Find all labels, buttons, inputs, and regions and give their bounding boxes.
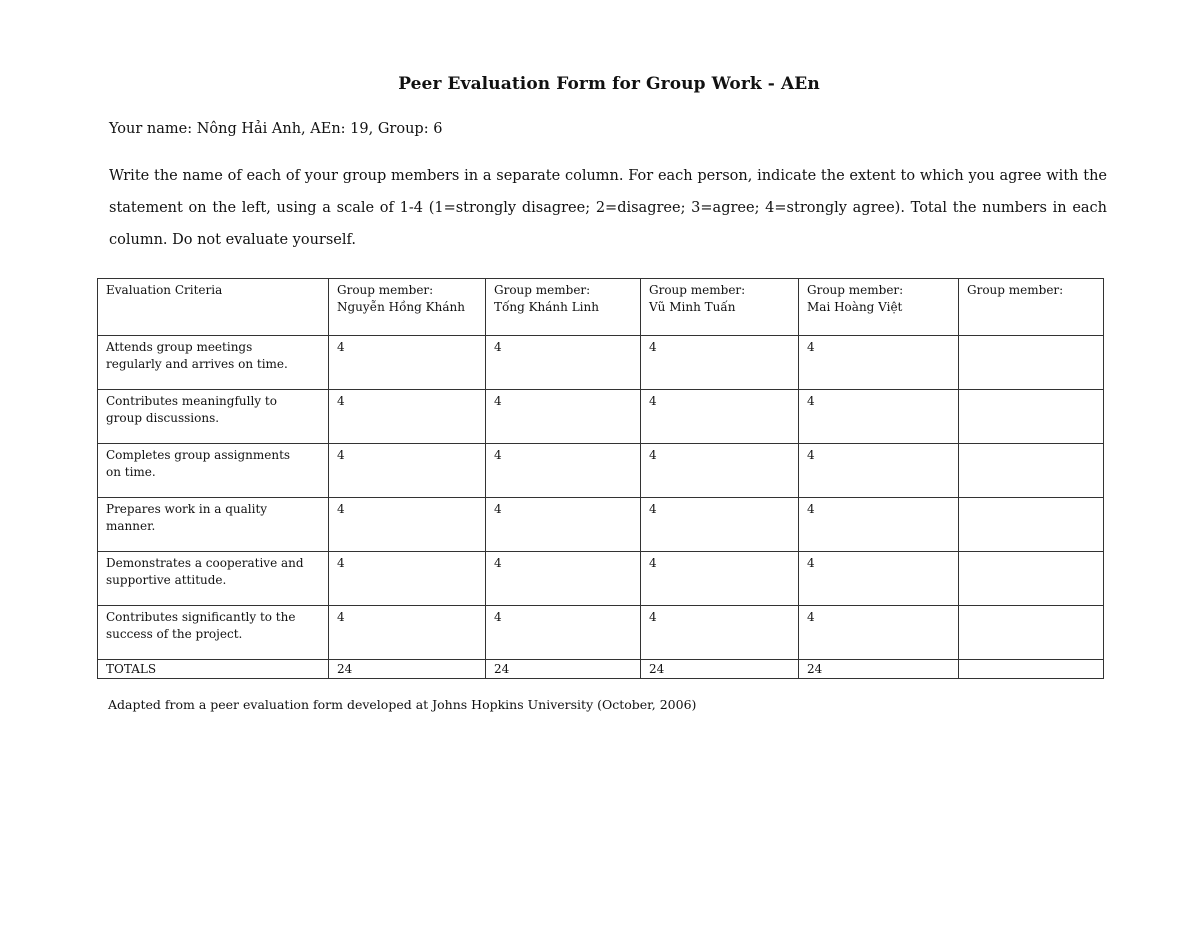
score-cell: 4 (486, 498, 641, 552)
criteria-text: Attends group meetings (106, 340, 253, 354)
total-cell: 24 (329, 660, 486, 679)
criteria-text: Contributes significantly to the (106, 610, 296, 624)
criteria-text: Prepares work in a quality (106, 502, 268, 516)
member-header-cell (486, 279, 641, 336)
criteria-header: Evaluation Criteria (106, 283, 223, 297)
score-cell: 4 (329, 606, 486, 660)
member-label: Group member: (494, 283, 591, 297)
member-label: Group member: (649, 283, 746, 297)
criteria-row (98, 390, 1104, 444)
totals-label: TOTALS (98, 660, 329, 679)
criteria-cell (98, 498, 329, 552)
totals-row (98, 660, 1104, 679)
score-cell (959, 390, 1104, 444)
member-name: Nguyễn Hồng Khánh (337, 300, 465, 314)
criteria-text: success of the project. (106, 627, 243, 641)
score-cell: 4 (329, 498, 486, 552)
score-cell: 4 (329, 552, 486, 606)
member-header-cell (959, 279, 1104, 336)
member-name: Tống Khánh Linh (494, 300, 599, 314)
your-name-line: Your name: Nông Hải Anh, AEn: 19, Group: 6 (109, 121, 443, 137)
score-cell: 4 (641, 498, 799, 552)
member-label: Group member: (807, 283, 904, 297)
total-cell (959, 660, 1104, 679)
total-cell: 24 (799, 660, 959, 679)
page-title: Peer Evaluation Form for Group Work - AEn (398, 74, 820, 94)
score-cell: 4 (799, 498, 959, 552)
peer-evaluation-table (97, 278, 1104, 679)
criteria-cell (98, 390, 329, 444)
score-cell: 4 (329, 444, 486, 498)
member-header-cell (329, 279, 486, 336)
criteria-text: manner. (106, 519, 156, 533)
score-cell: 4 (486, 390, 641, 444)
score-cell: 4 (641, 390, 799, 444)
score-cell: 4 (641, 336, 799, 390)
table-header-row (98, 279, 1104, 336)
score-cell (959, 552, 1104, 606)
score-cell: 4 (329, 336, 486, 390)
criteria-cell (98, 444, 329, 498)
criteria-row (98, 606, 1104, 660)
score-cell: 4 (486, 336, 641, 390)
score-cell (959, 336, 1104, 390)
score-cell: 4 (641, 606, 799, 660)
criteria-text: on time. (106, 465, 156, 479)
member-label: Group member: (337, 283, 434, 297)
member-header-cell (799, 279, 959, 336)
instructions-paragraph: Write the name of each of your group members in a separate column. For each person, indicate the extent to which you agree with the statement on the left, using a scale of 1-4 (1=strongly disagree; 2=disagree; 3=agree; 4=strongly agree). Total the numbers in each column. Do not evaluate yourself. (109, 168, 1107, 248)
criteria-text: supportive attitude. (106, 573, 227, 587)
criteria-text: Contributes meaningfully to (106, 394, 277, 408)
member-name: Vũ Minh Tuấn (649, 300, 736, 314)
score-cell: 4 (641, 552, 799, 606)
criteria-text: regularly and arrives on time. (106, 357, 288, 371)
score-cell: 4 (799, 390, 959, 444)
score-cell: 4 (486, 552, 641, 606)
score-cell: 4 (799, 606, 959, 660)
criteria-cell (98, 336, 329, 390)
score-cell (959, 444, 1104, 498)
score-cell: 4 (486, 444, 641, 498)
score-cell: 4 (799, 552, 959, 606)
member-name: Mai Hoàng Việt (807, 300, 903, 314)
criteria-text: group discussions. (106, 411, 220, 425)
criteria-row (98, 552, 1104, 606)
score-cell: 4 (329, 390, 486, 444)
criteria-header-cell (98, 279, 329, 336)
source-footnote: Adapted from a peer evaluation form developed at Johns Hopkins University (October, 2006) (108, 697, 697, 712)
total-cell: 24 (486, 660, 641, 679)
score-cell: 4 (799, 336, 959, 390)
score-cell (959, 498, 1104, 552)
score-cell: 4 (799, 444, 959, 498)
score-cell (959, 606, 1104, 660)
score-cell: 4 (641, 444, 799, 498)
criteria-row (98, 336, 1104, 390)
member-header-cell (641, 279, 799, 336)
criteria-text: Demonstrates a cooperative and (106, 556, 304, 570)
score-cell: 4 (486, 606, 641, 660)
criteria-row (98, 444, 1104, 498)
criteria-cell (98, 606, 329, 660)
criteria-cell (98, 552, 329, 606)
member-label: Group member: (967, 283, 1064, 297)
total-cell: 24 (641, 660, 799, 679)
criteria-text: Completes group assignments (106, 448, 291, 462)
criteria-row (98, 498, 1104, 552)
